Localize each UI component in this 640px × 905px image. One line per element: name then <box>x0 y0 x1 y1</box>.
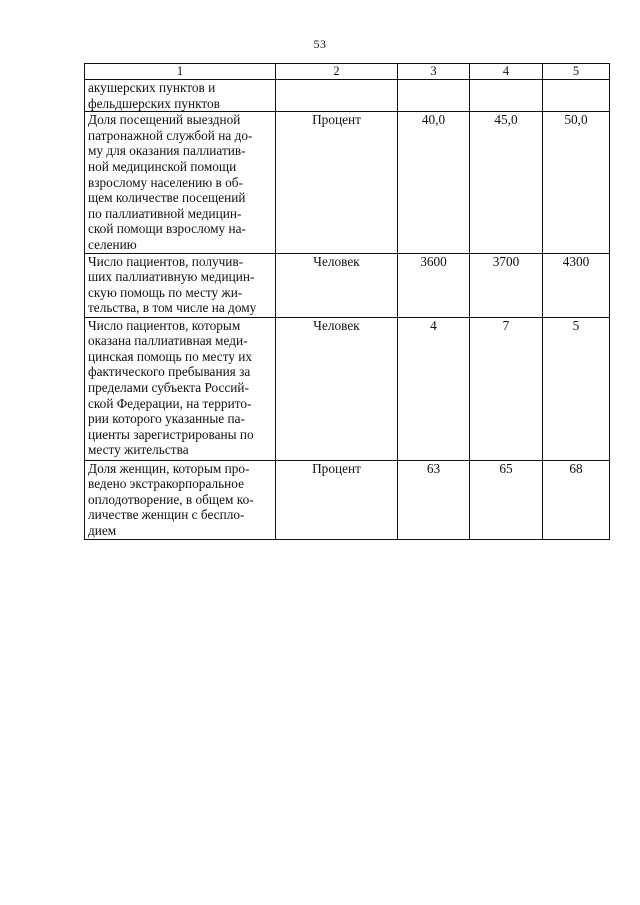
indicator-name: акушерских пунктов и фельдшерских пунктов <box>85 80 276 112</box>
indicator-name: Число пациентов, которым оказана паллиативная меди- цинская помощь по месту их фактического пребывания за пределами субъекта Россий- ской Федерации, на террито- рии которого указанные па- циенты зарегистрированы по месту жительства <box>85 317 276 460</box>
value-year-2: 45,0 <box>470 112 543 253</box>
value-year-3: 68 <box>543 460 610 539</box>
value-year-2: 7 <box>470 317 543 460</box>
indicator-unit: Человек <box>276 317 398 460</box>
indicator-unit: Процент <box>276 112 398 253</box>
value-year-3: 50,0 <box>543 112 610 253</box>
value-year-3: 4300 <box>543 253 610 317</box>
indicator-unit <box>276 80 398 112</box>
value-year-3 <box>543 80 610 112</box>
indicator-unit: Человек <box>276 253 398 317</box>
table-row <box>85 460 610 539</box>
indicator-unit: Процент <box>276 460 398 539</box>
column-header: 4 <box>470 64 543 80</box>
value-year-2: 65 <box>470 460 543 539</box>
page-number: 53 <box>313 37 327 51</box>
value-year-1 <box>398 80 470 112</box>
value-year-3: 5 <box>543 317 610 460</box>
indicator-name: Доля женщин, которым про- ведено экстракорпоральное оплодотворение, в общем ко- личестве женщин с беспло- дием <box>85 460 276 539</box>
table-row <box>85 253 610 317</box>
indicator-name: Число пациентов, получив- ших паллиативную медицин- скую помощь по месту жи- тельства, в том числе на дому <box>85 253 276 317</box>
indicator-name: Доля посещений выездной патронажной службой на до- му для оказания паллиатив- ной медицинской помощи взрослому населению в об- щем количестве посещений по паллиативной медицин- ской помощи взрослому на- селению <box>85 112 276 253</box>
column-header: 3 <box>398 64 470 80</box>
table-row <box>85 112 610 253</box>
column-header: 2 <box>276 64 398 80</box>
value-year-2: 3700 <box>470 253 543 317</box>
column-header: 5 <box>543 64 610 80</box>
table-row <box>85 317 610 460</box>
value-year-1: 63 <box>398 460 470 539</box>
value-year-1: 40,0 <box>398 112 470 253</box>
table-header-row <box>85 64 610 80</box>
column-header: 1 <box>85 64 276 80</box>
value-year-1: 4 <box>398 317 470 460</box>
value-year-2 <box>470 80 543 112</box>
value-year-1: 3600 <box>398 253 470 317</box>
indicators-table <box>84 63 610 540</box>
table-row <box>85 80 610 112</box>
